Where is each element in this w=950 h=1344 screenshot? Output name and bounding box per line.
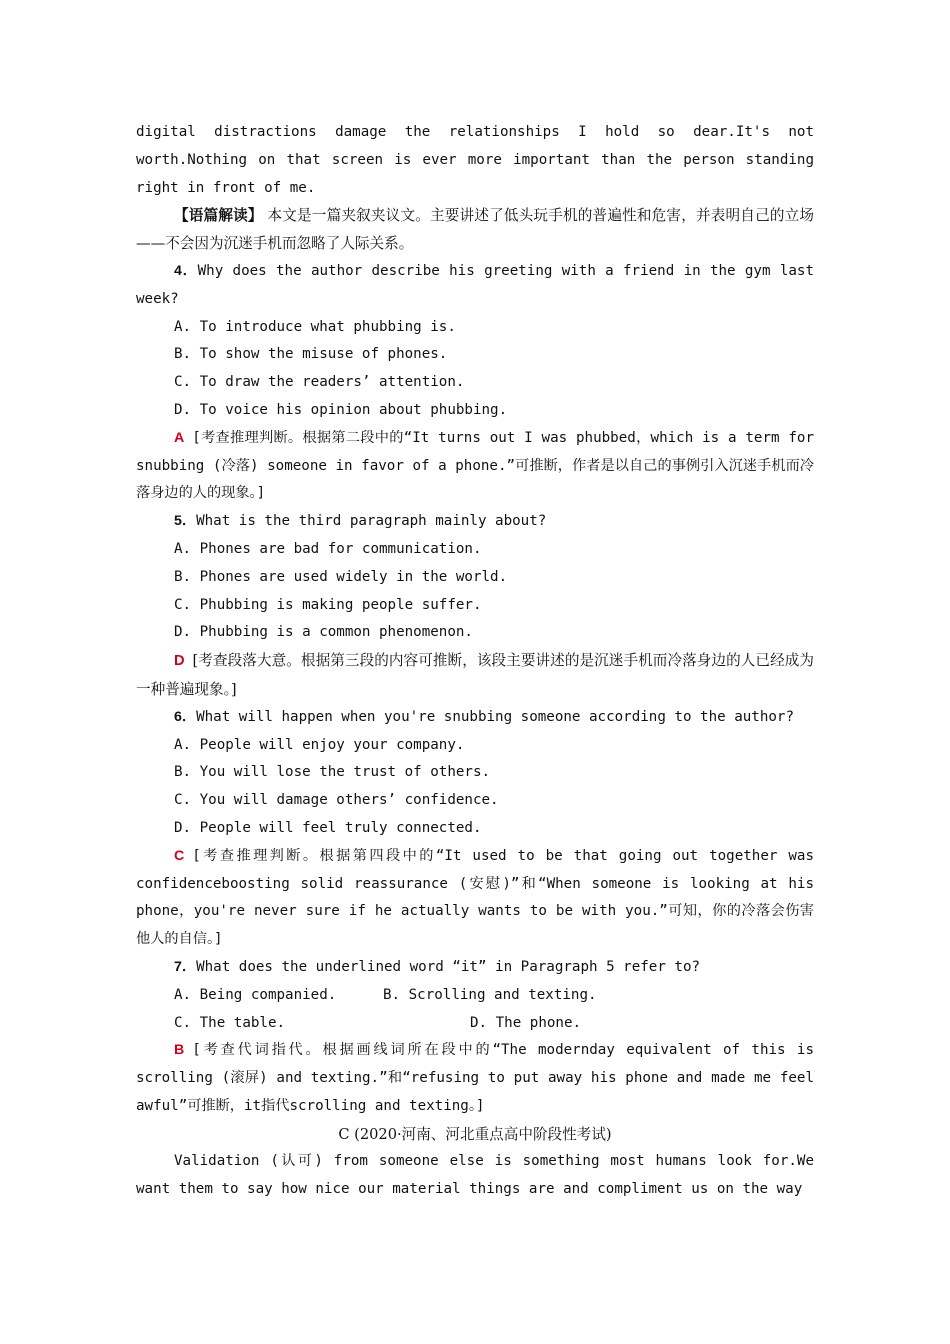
interpretation-text: 本文是一篇夹叙夹议文。主要讲述了低头玩手机的普遍性和危害，并表明自己的立场——不会因为沉迷手机而忽略了人际关系。	[136, 207, 814, 253]
option-c: C. Phubbing is making people suffer.	[174, 596, 482, 613]
option-b: B. Phones are used widely in the world.	[174, 568, 508, 585]
answer-letter: B	[174, 1042, 185, 1059]
question-7	[136, 954, 814, 1121]
explanation-text: [考查推理判断。根据第二段中的“It turns out I was phubbed，which is a term for snubbing (冷落) someone in favor of a phone.”可推断，作者是以自己的事例引入沉迷手机而冷落身边的人的现象。]	[136, 429, 814, 502]
answer-letter: C	[174, 847, 185, 864]
question-text: Why does the author describe his greeting with a friend in the gym last week?	[136, 262, 814, 307]
option-d: D. To voice his opinion about phubbing.	[174, 401, 508, 418]
question-number: 4．	[174, 262, 198, 279]
option-d: D. People will feel truly connected.	[174, 819, 482, 836]
option-d: D. Phubbing is a common phenomenon.	[174, 624, 473, 641]
question-stem	[136, 258, 814, 314]
question-text: What is the third paragraph mainly about?	[196, 513, 547, 530]
answer-letter: D	[174, 653, 185, 670]
explanation-text: [考查推理判断。根据第四段中的“It used to be that going out together was confidenceboosting solid reassurance (安慰)”和“When someone is looking at his phone，you're never sure if he actually wants to be with you.”可知，你的冷落会伤害他人的自信。]	[136, 847, 814, 948]
question-5	[136, 508, 814, 704]
section-heading: C (2020·河南、河北重点高中阶段性考试)	[338, 1125, 612, 1143]
passage-ending: digital distractions damage the relationships I hold so dear.It's not worth.Nothing on that screen is ever more important than the person standing right in front of me.	[136, 124, 814, 196]
question-4	[136, 258, 814, 508]
question-stem	[136, 954, 814, 982]
explanation-text: [考查代词指代。根据画线词所在段中的“The modernday equivalent of this is scrolling (滚屏) and texting.”和“refusing to put away his phone and made me feel awful”可推断，it指代scrolling and texting。]	[136, 1042, 814, 1114]
answer-explanation	[136, 1037, 814, 1120]
option-b: B. To show the misuse of phones.	[174, 346, 448, 363]
explanation-text: [考查段落大意。根据第三段的内容可推断，该段主要讲述的是沉迷手机而冷落身边的人已经成为一种普遍现象。]	[136, 652, 814, 698]
option-b: B. You will lose the trust of others.	[174, 764, 491, 781]
option-a: A. Being companied.	[174, 986, 337, 1003]
question-number: 7．	[174, 958, 197, 975]
option-c: C. To draw the readers’ attention.	[174, 374, 465, 391]
option-a: A. People will enjoy your company.	[174, 736, 465, 753]
answer-letter: A	[174, 429, 185, 446]
document-page	[136, 119, 814, 1204]
answer-explanation	[136, 425, 814, 508]
question-number: 5．	[174, 513, 197, 530]
question-number: 6．	[174, 708, 197, 725]
option-b: B. Scrolling and texting.	[383, 986, 597, 1003]
interpretation-label: 【语篇解读】	[174, 207, 263, 225]
options-row-cd	[136, 1010, 814, 1038]
passage-interpretation	[136, 202, 814, 258]
question-text: What will happen when you're snubbing someone according to the author?	[196, 708, 794, 725]
section-c-passage: Validation (认可) from someone else is something most humans look for.We want them to say how nice our material things are and compliment us on the way	[136, 1153, 814, 1198]
options-row-ab	[136, 982, 814, 1010]
answer-explanation	[136, 843, 814, 954]
question-stem	[136, 508, 814, 536]
option-d: D. The phone.	[470, 1014, 582, 1031]
option-a: A. Phones are bad for communication.	[174, 540, 482, 557]
question-stem	[136, 704, 814, 732]
answer-explanation	[136, 647, 814, 704]
option-c: C. You will damage others’ confidence.	[174, 792, 499, 809]
question-6	[136, 704, 814, 954]
question-text: What does the underlined word “it” in Paragraph 5 refer to?	[196, 958, 701, 975]
option-a: A. To introduce what phubbing is.	[174, 318, 456, 335]
option-c: C. The table.	[174, 1014, 286, 1031]
